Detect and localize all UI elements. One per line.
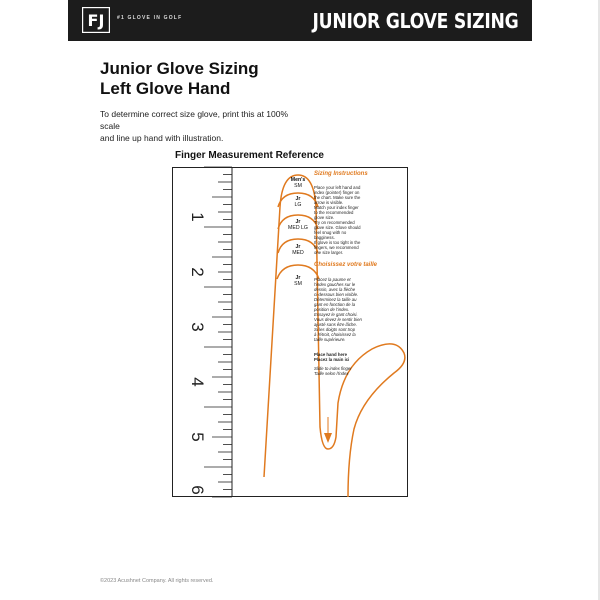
instruction-line: If glove is too tight in the	[314, 240, 361, 245]
instruction-line: taille supérieure.	[314, 337, 346, 342]
header-title: JUNIOR GLOVE SIZING	[312, 9, 518, 33]
instruction-line: position de l'index.	[314, 307, 350, 312]
instruction-line: Place hand here	[314, 352, 347, 357]
instructions-line-2: and line up hand with illustration.	[100, 133, 224, 143]
instruction-line: fingers, we recommend	[314, 245, 359, 250]
ruler-number: 5	[188, 432, 207, 442]
size-label-jr-medlg: Jr MED LG	[288, 219, 308, 231]
size-label-jr-lg: Jr LG	[294, 196, 302, 208]
copyright-footer: ©2023 Acushnet Company. All rights reserved.	[100, 578, 214, 584]
ruler-number: 6	[188, 485, 207, 495]
instruction-line: bagginess.	[314, 235, 335, 240]
size-label-mens-sm: Men's SM	[290, 177, 306, 189]
ruler-ticks	[204, 167, 232, 497]
instruction-line: Try on recommended	[314, 220, 355, 225]
instructions-line-1: To determine correct size glove, print this at 100% scale	[100, 109, 289, 131]
instruction-line: ci-dessous bien visible.	[314, 292, 359, 297]
size-label-jr-sm: Jr SM	[294, 275, 302, 287]
instruction-line: Slide to index finger	[314, 366, 352, 371]
instruction-line: l'index gauches sur le	[314, 282, 356, 287]
logo-text: FJ	[87, 11, 105, 30]
ruler-number: 1	[188, 212, 207, 222]
instruction-line: Placez la paume et	[314, 277, 351, 282]
french-heading: Choisissez votre taille	[314, 262, 378, 268]
fj-logo	[82, 7, 110, 33]
title-line-1: Junior Glove Sizing	[100, 59, 259, 78]
instruction-line: one size larger.	[314, 250, 344, 255]
french-instructions	[314, 277, 404, 342]
instruction-line: Essayez le gant choisi.	[314, 312, 358, 317]
print-instructions	[100, 108, 300, 144]
ruler-number: 3	[188, 322, 207, 332]
instruction-line: Déterminez la taille au	[314, 297, 357, 302]
instruction-line: feel snug with no	[314, 230, 347, 235]
sizing-instructions	[314, 185, 404, 255]
size-label-jr-med: Jr MED	[292, 244, 304, 256]
instruction-line: gant en fonction de la	[314, 302, 356, 307]
instruction-line: the chart. Make sure the	[314, 195, 361, 200]
instruction-line: index (pointer) finger on	[314, 190, 360, 195]
instruction-line: Placez la main ici	[314, 357, 350, 362]
instruction-line: to the recommended	[314, 210, 354, 215]
ruler-number: 4	[188, 377, 207, 387]
instruction-line: à l'étroit, choisissez la	[314, 332, 356, 337]
instruction-line: glove size. Glove should	[314, 225, 361, 230]
instruction-line: dessin, avec la flèche	[314, 287, 356, 292]
instruction-line: Si les doigts sont trop	[314, 327, 356, 332]
instruction-line: glove size.	[314, 215, 335, 220]
document-title	[100, 59, 259, 99]
header-bar	[68, 0, 532, 41]
ruler-number: 2	[188, 267, 207, 277]
brand-tagline: #1 GLOVE IN GOLF	[117, 15, 183, 21]
instruction-line: Vous devez le sentir bien	[314, 317, 362, 322]
instruction-line: arrow is visible.	[314, 200, 344, 205]
instruction-line: Taille selon l'index	[314, 371, 349, 376]
place-hand-text	[314, 352, 404, 362]
sizing-heading: Sizing Instructions	[314, 171, 368, 177]
slide-finger-text	[314, 366, 404, 376]
instruction-line: Match your index finger	[314, 205, 359, 210]
title-line-2: Left Glove Hand	[100, 79, 231, 98]
section-heading: Finger Measurement Reference	[175, 150, 324, 161]
instruction-line: ajusté sans être lâche.	[314, 322, 357, 327]
arrow-head	[324, 433, 332, 443]
instruction-line: Place your left hand and	[314, 185, 361, 190]
